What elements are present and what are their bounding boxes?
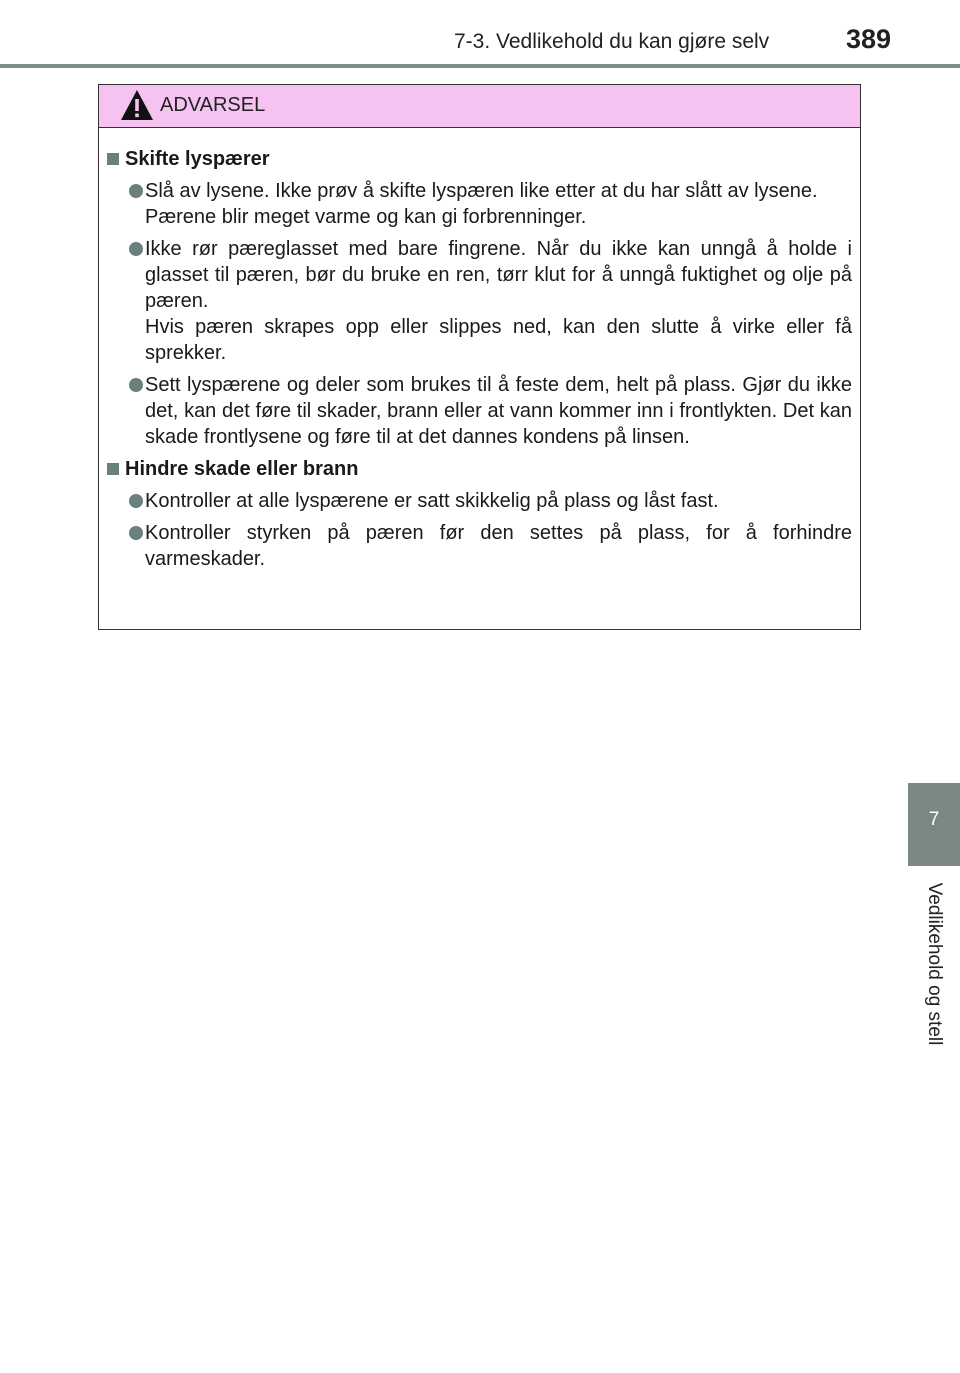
warning-title: ADVARSEL — [160, 94, 266, 116]
page-number: 389 — [846, 24, 892, 54]
list-item — [107, 520, 852, 572]
square-bullet-icon — [107, 463, 119, 475]
warning-triangle-icon — [119, 87, 155, 123]
section-heading-text: Skifte lyspærer — [125, 148, 270, 170]
bullet-text: Ikke rør pæreglasset med bare fingrene. Når du ikke kan unngå å holde i glasset til pæren, bør du bruke en ren, tørr klut for å unngå fuktighet og olje på pæren. — [145, 238, 852, 312]
warning-header — [99, 85, 860, 128]
section-heading — [107, 456, 852, 482]
section-title: 7-3. Vedlikehold du kan gjøre selv — [454, 30, 770, 53]
section-heading-text: Hindre skade eller brann — [125, 458, 359, 480]
bullet-text: Kontroller at alle lyspærene er satt skikkelig på plass og låst fast. — [145, 490, 719, 512]
section-heading — [107, 146, 852, 172]
round-bullet-icon — [129, 378, 143, 392]
bullet-text: Pærene blir meget varme og kan gi forbrenninger. — [145, 206, 587, 228]
list-item — [107, 178, 852, 230]
warning-body — [99, 128, 860, 572]
list-item — [107, 372, 852, 450]
chapter-title: Vedlikehold og stell — [924, 882, 945, 1046]
round-bullet-icon — [129, 494, 143, 508]
square-bullet-icon — [107, 153, 119, 165]
header-divider — [0, 64, 960, 68]
chapter-number: 7 — [928, 809, 940, 830]
round-bullet-icon — [129, 242, 143, 256]
bullet-text: Sett lyspærene og deler som brukes til å feste dem, helt på plass. Gjør du ikke det, kan det føre til skader, brann eller at vann kommer inn i frontlykten. Det kan skade frontlysene og føre til at det dannes kondens på linsen. — [145, 374, 852, 448]
warning-box — [98, 84, 861, 630]
round-bullet-icon — [129, 184, 143, 198]
list-item — [107, 236, 852, 366]
bullet-text: Hvis pæren skrapes opp eller slippes ned, kan den slutte å virke eller få sprekker. — [145, 316, 852, 364]
round-bullet-icon — [129, 526, 143, 540]
list-item — [107, 488, 852, 514]
chapter-tab — [908, 783, 960, 866]
bullet-text: Kontroller styrken på pæren før den settes på plass, for å forhindre varmeskader. — [145, 522, 852, 570]
bullet-text: Slå av lysene. Ikke prøv å skifte lyspæren like etter at du har slått av lysene. — [145, 180, 818, 202]
